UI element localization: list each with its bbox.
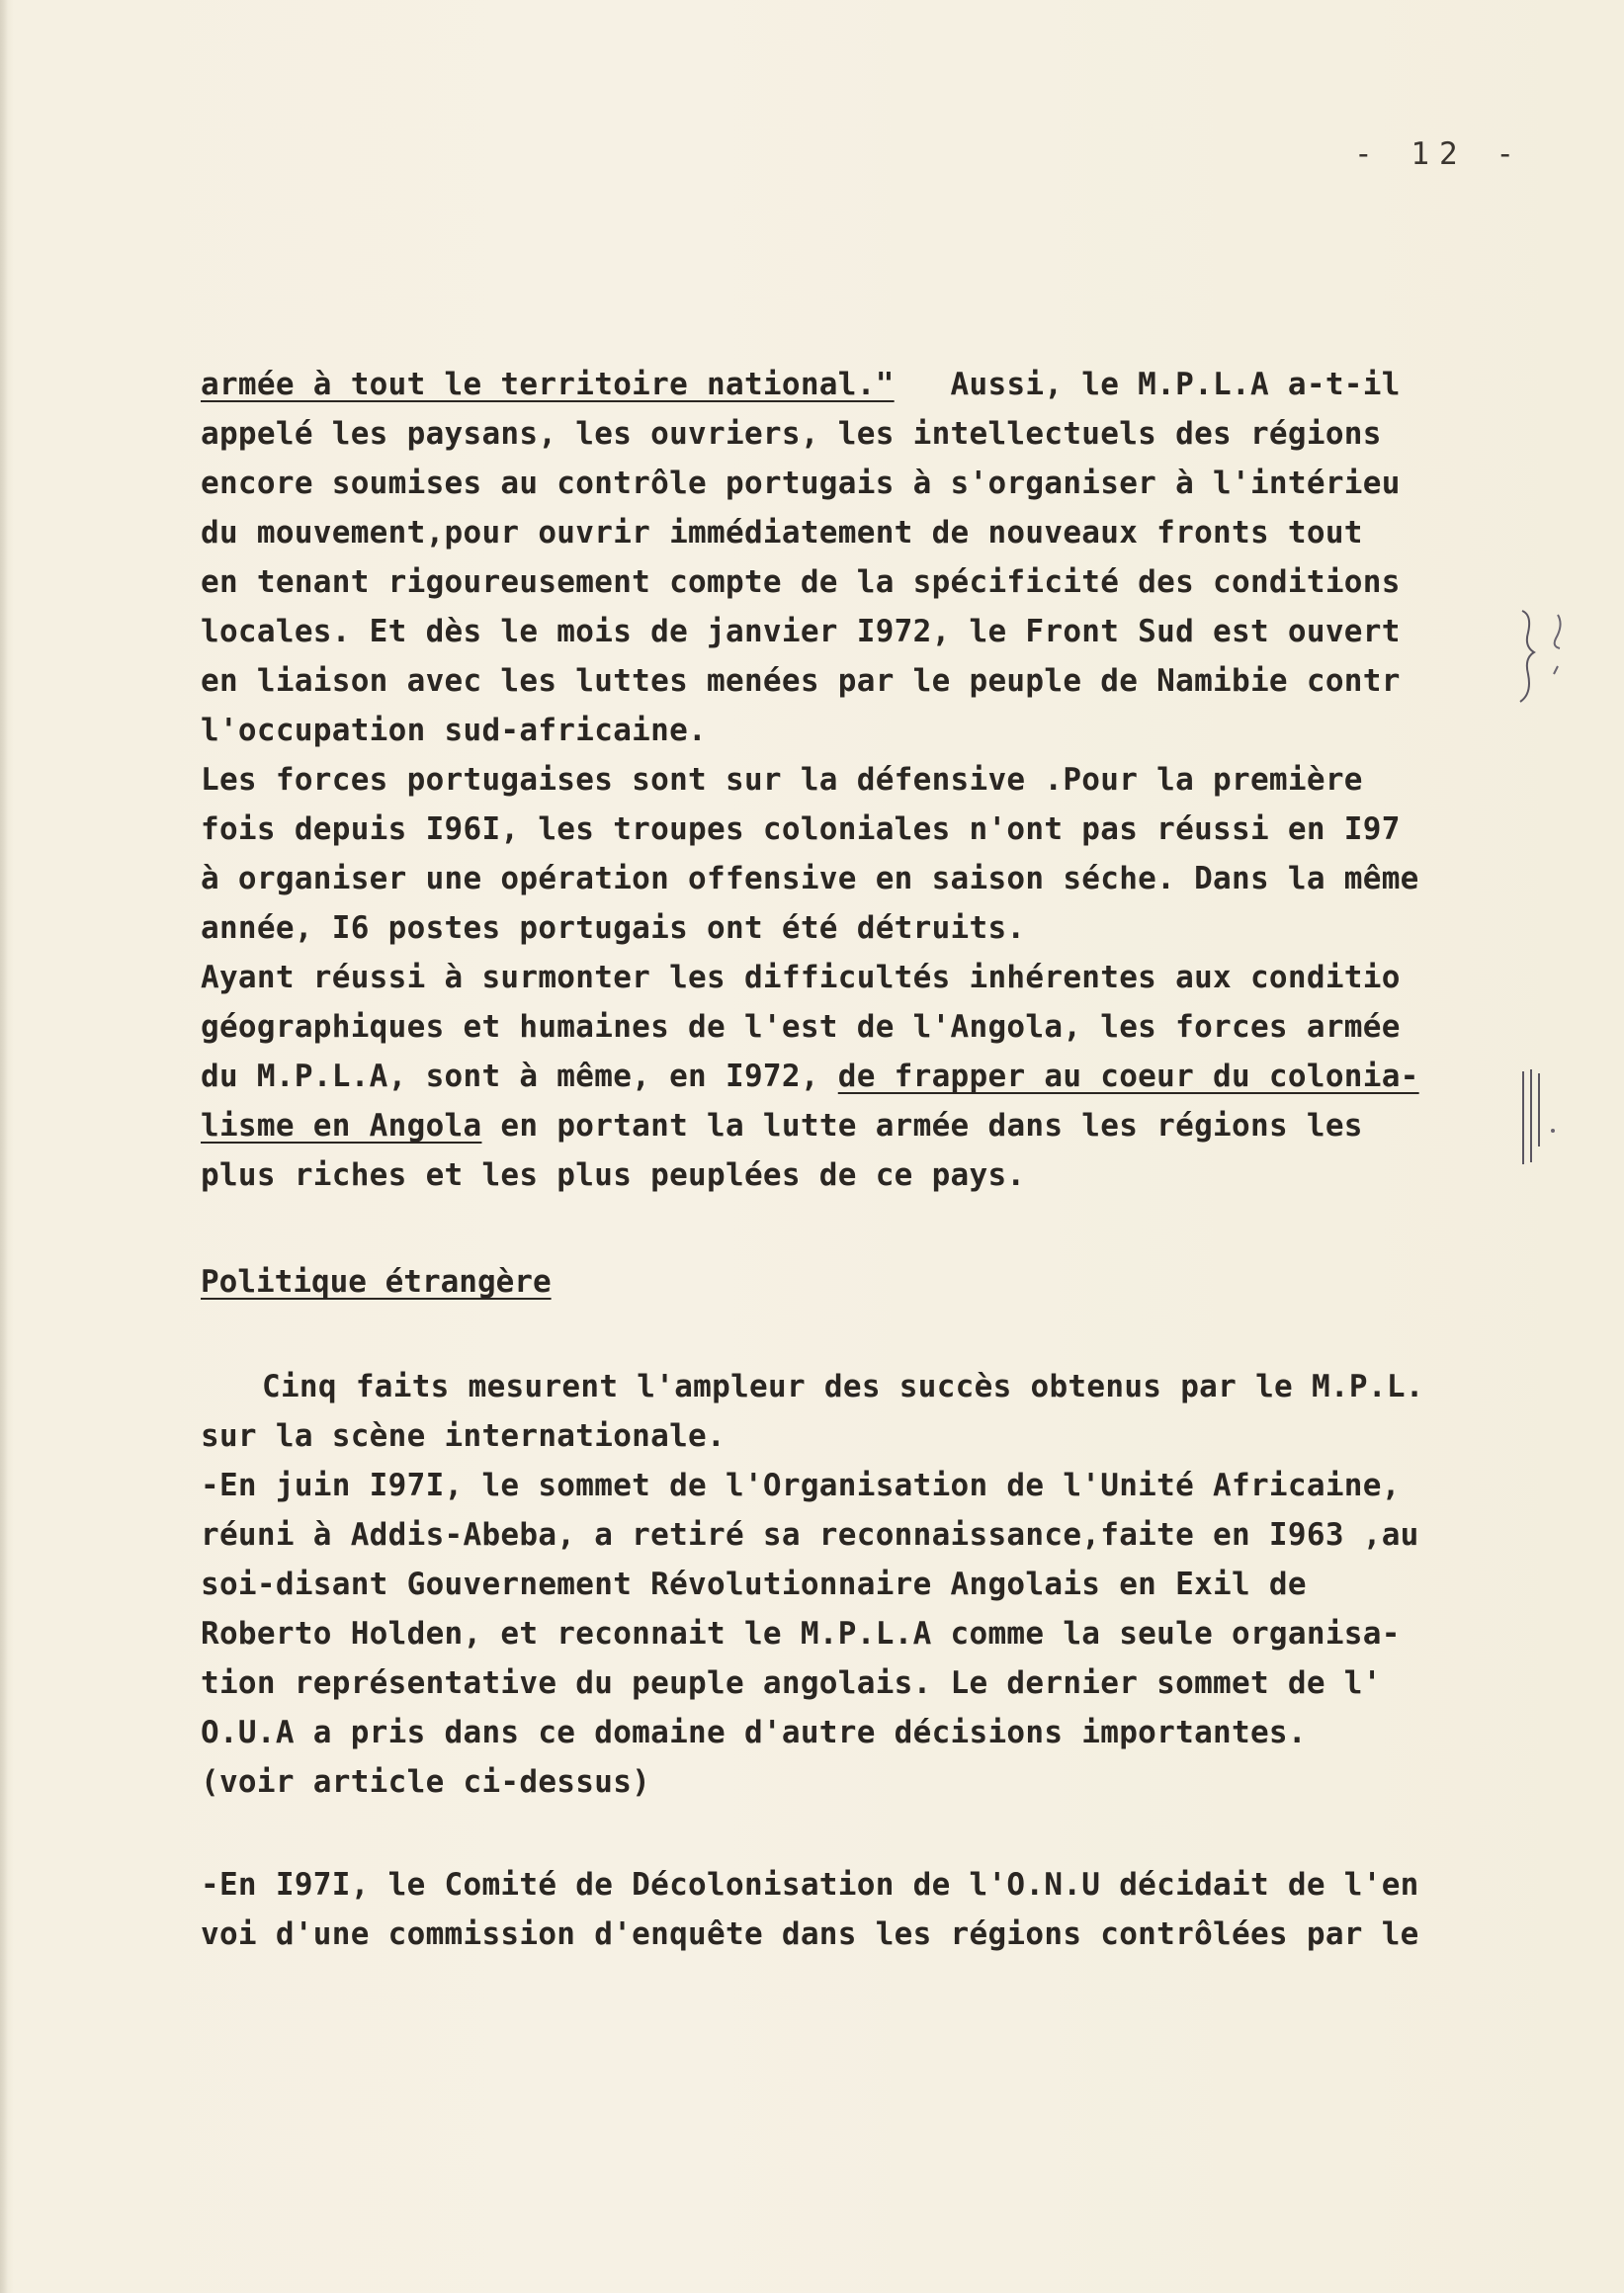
text-fragment: Aussi, le M.P.L.A a-t-il xyxy=(894,367,1401,402)
scan-edge-shadow xyxy=(0,0,8,2293)
text-line: en liaison avec les luttes menées par le peuple de Namibie contr xyxy=(201,663,1401,699)
text-line: (voir article ci-dessus) xyxy=(201,1764,651,1800)
text-line xyxy=(201,1101,1525,1150)
text-line: tion représentative du peuple angolais. Le dernier sommet de l' xyxy=(201,1665,1382,1701)
paragraph-un-committee xyxy=(201,1860,1525,1959)
text-line: en tenant rigoureusement compte de la spécificité des conditions xyxy=(201,564,1401,600)
handwritten-bracket-mark xyxy=(1514,603,1574,722)
text-line: O.U.A a pris dans ce domaine d'autre décisions importantes. xyxy=(201,1715,1307,1750)
text-line xyxy=(201,360,1525,409)
text-line: locales. Et dès le mois de janvier I972, le Front Sud est ouvert xyxy=(201,614,1401,649)
section-heading: Politique étrangère xyxy=(201,1264,552,1300)
text-line: Ayant réussi à surmonter les difficultés inhérentes aux conditio xyxy=(201,960,1401,995)
text-line: Les forces portugaises sont sur la défensive .Pour la première xyxy=(201,762,1363,798)
text-line xyxy=(201,1052,1525,1101)
text-line: -En juin I97I, le sommet de l'Organisation de l'Unité Africaine, xyxy=(201,1468,1401,1503)
paragraph-foreign-policy xyxy=(201,1362,1525,1807)
text-line: voi d'une commission d'enquête dans les régions contrôlées par le xyxy=(201,1916,1419,1952)
text-line: sur la scène internationale. xyxy=(201,1418,726,1454)
text-line: à organiser une opération offensive en saison séche. Dans la même xyxy=(201,861,1419,896)
text-line: -En I97I, le Comité de Décolonisation de l'O.N.U décidait de l'en xyxy=(201,1867,1419,1903)
text-line: appelé les paysans, les ouvriers, les intellectuels des régions xyxy=(201,416,1382,452)
text-line: plus riches et les plus peuplées de ce pays. xyxy=(201,1157,1026,1193)
text-fragment: du M.P.L.A, sont à même, en I972, xyxy=(201,1059,838,1094)
text-line: encore soumises au contrôle portugais à s'organiser à l'intérieu xyxy=(201,466,1401,501)
text-line: géographiques et humaines de l'est de l'Angola, les forces armée xyxy=(201,1009,1401,1045)
underlined-text: lisme en Angola xyxy=(201,1108,482,1144)
page-number: - 12 - xyxy=(1354,136,1524,172)
underlined-text: armée à tout le territoire national." xyxy=(201,367,895,402)
text-fragment: en portant la lutte armée dans les régions les xyxy=(481,1108,1363,1144)
underlined-text: de frapper au coeur du colonia- xyxy=(837,1059,1419,1094)
text-line: année, I6 postes portugais ont été détruits. xyxy=(201,910,1026,946)
text-line: Roberto Holden, et reconnait le M.P.L.A comme la seule organisa- xyxy=(201,1616,1401,1652)
text-line: réuni à Addis-Abeba, a retiré sa reconnaissance,faite en I963 ,au xyxy=(201,1517,1419,1553)
margin-vertical-bars xyxy=(1517,1067,1567,1176)
text-line: fois depuis I96I, les troupes coloniales n'ont pas réussi en I97 xyxy=(201,811,1401,847)
text-line: du mouvement,pour ouvrir immédiatement de nouveaux fronts tout xyxy=(201,515,1363,551)
text-line: soi-disant Gouvernement Révolutionnaire Angolais en Exil de xyxy=(201,1567,1307,1602)
paragraph-military xyxy=(201,360,1525,1200)
text-line: l'occupation sud-africaine. xyxy=(201,713,708,748)
text-line: Cinq faits mesurent l'ampleur des succès obtenus par le M.P.L. xyxy=(262,1369,1424,1404)
